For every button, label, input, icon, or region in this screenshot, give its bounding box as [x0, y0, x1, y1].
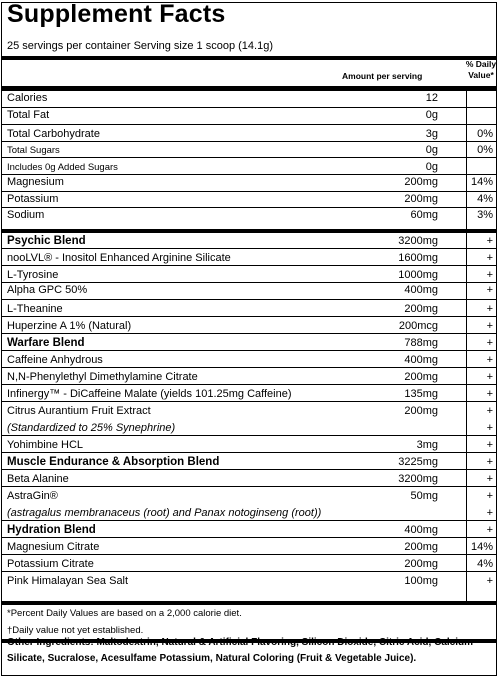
- nutrient-row: [2, 107, 496, 122]
- nutrient-daily-value: +: [486, 235, 493, 247]
- thick-divider: [2, 601, 496, 605]
- nutrient-label: nooLVL® - Inositol Enhanced Arginine Silicate: [7, 252, 231, 264]
- nutrient-row: [2, 350, 496, 367]
- nutrient-label: Total Fat: [7, 109, 50, 121]
- nutrient-amount: 3200mg: [398, 473, 438, 485]
- nutrient-amount: 60mg: [410, 209, 438, 221]
- nutrient-amount: 200mg: [404, 541, 438, 553]
- nutrient-label: Yohimbine HCL: [7, 439, 84, 451]
- nutrient-amount: 3200mg: [398, 235, 438, 247]
- nutrient-row: [2, 401, 496, 418]
- nutrient-daily-value: +: [486, 269, 493, 281]
- nutrient-row: [2, 469, 496, 486]
- nutrient-amount: 200mg: [404, 371, 438, 383]
- nutrient-daily-value: +: [486, 284, 493, 296]
- nutrient-amount: 200mg: [404, 193, 438, 205]
- nutrient-label: Pink Himalayan Sea Salt: [7, 575, 129, 587]
- nutrient-label: Sodium: [7, 209, 45, 221]
- nutrient-label: Potassium Citrate: [7, 558, 94, 570]
- nutrient-row: [2, 571, 496, 588]
- nutrient-daily-value: +: [486, 473, 493, 485]
- nutrient-amount: 400mg: [404, 354, 438, 366]
- nutrient-amount: 1000mg: [398, 269, 438, 281]
- nutrient-amount: 788mg: [404, 337, 438, 349]
- nutrient-row: [2, 486, 496, 503]
- nutrient-row: [2, 333, 496, 350]
- daily-value-header: % Daily Value*: [465, 59, 497, 80]
- nutrient-row: [2, 418, 496, 435]
- nutrient-row: [2, 435, 496, 452]
- nutrient-amount: 200mg: [404, 303, 438, 315]
- nutrient-daily-value: 3%: [477, 209, 493, 221]
- nutrient-amount: 200mg: [404, 176, 438, 188]
- nutrient-row: [2, 141, 496, 157]
- nutrient-row: [2, 520, 496, 537]
- nutrient-daily-value: +: [486, 320, 493, 332]
- nutrient-label: Total Sugars: [7, 145, 60, 156]
- nutrient-row: [2, 503, 496, 520]
- nutrient-row: [2, 248, 496, 265]
- nutrient-amount: 3g: [425, 128, 438, 140]
- nutrient-label: Magnesium: [7, 176, 64, 188]
- nutrient-row: [2, 299, 496, 316]
- nutrient-daily-value: +: [486, 405, 493, 417]
- nutrient-label: Calories: [7, 92, 48, 104]
- nutrient-daily-value: +: [486, 354, 493, 366]
- nutrient-daily-value: +: [486, 388, 493, 400]
- nutrient-label: Infinergy™ - DiCaffeine Malate (yields 101.25mg Caffeine): [7, 388, 292, 400]
- thick-divider: [2, 56, 496, 60]
- nutrient-row: [2, 265, 496, 282]
- nutrient-row: [2, 554, 496, 571]
- servings-line: 25 servings per container Serving size 1 scoop (14.1g): [7, 40, 273, 52]
- amount-per-serving-header: Amount per serving: [342, 71, 423, 81]
- nutrient-amount: 12: [425, 92, 438, 104]
- supplement-facts-panel: [1, 2, 497, 676]
- nutrient-row: [2, 229, 496, 248]
- nutrient-daily-value: +: [486, 303, 493, 315]
- nutrient-daily-value: +: [486, 524, 493, 536]
- nutrient-daily-value: 0%: [477, 144, 493, 156]
- nutrient-row: [2, 452, 496, 469]
- nutrient-label: Warfare Blend: [7, 337, 85, 349]
- nutrient-row: [2, 384, 496, 401]
- nutrient-label: Potassium: [7, 193, 59, 205]
- nutrient-label: L-Theanine: [7, 303, 63, 315]
- nutrient-amount: 1600mg: [398, 252, 438, 264]
- nutrient-label: Beta Alanine: [7, 473, 69, 485]
- nutrient-amount: 400mg: [404, 284, 438, 296]
- nutrient-label: N,N-Phenylethyl Dimethylamine Citrate: [7, 371, 198, 383]
- nutrient-label: (astragalus membranaceus (root) and Panax notoginseng (root)): [7, 507, 322, 519]
- nutrient-daily-value: 4%: [477, 193, 493, 205]
- nutrient-amount: 200mcg: [398, 320, 438, 332]
- nutrient-label: Muscle Endurance & Absorption Blend: [7, 456, 220, 468]
- nutrient-row: [2, 124, 496, 141]
- nutrient-daily-value: 0%: [477, 128, 493, 140]
- nutrient-daily-value: 14%: [470, 176, 493, 188]
- nutrient-amount: 200mg: [404, 405, 438, 417]
- nutrient-amount: 0g: [425, 144, 438, 156]
- nutrient-label: Magnesium Citrate: [7, 541, 100, 553]
- nutrient-daily-value: +: [486, 456, 493, 468]
- nutrient-label: Includes 0g Added Sugars: [7, 162, 118, 173]
- nutrient-row: [2, 282, 496, 297]
- nutrient-daily-value: +: [486, 575, 493, 587]
- nutrient-label: Caffeine Anhydrous: [7, 354, 103, 366]
- nutrient-amount: 3mg: [416, 439, 438, 451]
- dv-column-divider: [466, 90, 467, 601]
- nutrient-daily-value: +: [486, 371, 493, 383]
- nutrient-row: [2, 207, 496, 222]
- nutrient-row: [2, 191, 496, 206]
- nutrient-label: (Standardized to 25% Synephrine): [7, 422, 176, 434]
- nutrient-label: Total Carbohydrate: [7, 128, 100, 140]
- nutrient-label: Huperzine A 1% (Natural): [7, 320, 132, 332]
- panel-title: Supplement Facts: [7, 0, 226, 28]
- nutrient-amount: 50mg: [410, 490, 438, 502]
- nutrient-amount: 100mg: [404, 575, 438, 587]
- nutrient-label: AstraGin®: [7, 490, 58, 502]
- nutrient-row: [2, 367, 496, 384]
- dagger-footnote: †Daily value not yet established.: [7, 625, 144, 636]
- nutrient-daily-value: +: [486, 490, 493, 502]
- nutrient-daily-value: 4%: [477, 558, 493, 570]
- nutrient-amount: 135mg: [404, 388, 438, 400]
- nutrient-amount: 200mg: [404, 558, 438, 570]
- nutrient-label: Hydration Blend: [7, 524, 96, 536]
- nutrient-amount: 400mg: [404, 524, 438, 536]
- nutrient-daily-value: +: [486, 422, 493, 434]
- nutrient-amount: 0g: [425, 161, 438, 173]
- nutrient-row: [2, 90, 496, 105]
- nutrient-daily-value: +: [486, 337, 493, 349]
- nutrient-row: [2, 174, 496, 189]
- nutrient-label: Citrus Aurantium Fruit Extract: [7, 405, 151, 417]
- nutrient-amount: 0g: [425, 109, 438, 121]
- nutrient-row: [2, 537, 496, 554]
- nutrient-row: [2, 316, 496, 333]
- nutrient-daily-value: +: [486, 439, 493, 451]
- nutrient-daily-value: 14%: [470, 541, 493, 553]
- nutrient-label: Alpha GPC 50%: [7, 284, 88, 296]
- nutrient-label: Psychic Blend: [7, 235, 86, 247]
- nutrient-label: L-Tyrosine: [7, 269, 59, 281]
- percent-footnote: *Percent Daily Values are based on a 2,000 calorie diet.: [7, 608, 242, 619]
- nutrient-daily-value: +: [486, 252, 493, 264]
- nutrient-daily-value: +: [486, 507, 493, 519]
- nutrient-row: [2, 157, 496, 174]
- other-ingredients: Other Ingredients: Maltodextrin, Natural & Artificial Flavoring, Silicon Dioxide, Citric Acid, Calcium Silicate, Sucralose, Acesulfame Potassium, Natural Coloring (Fruit & Vegetable Juice).: [7, 637, 474, 664]
- nutrient-amount: 3225mg: [398, 456, 438, 468]
